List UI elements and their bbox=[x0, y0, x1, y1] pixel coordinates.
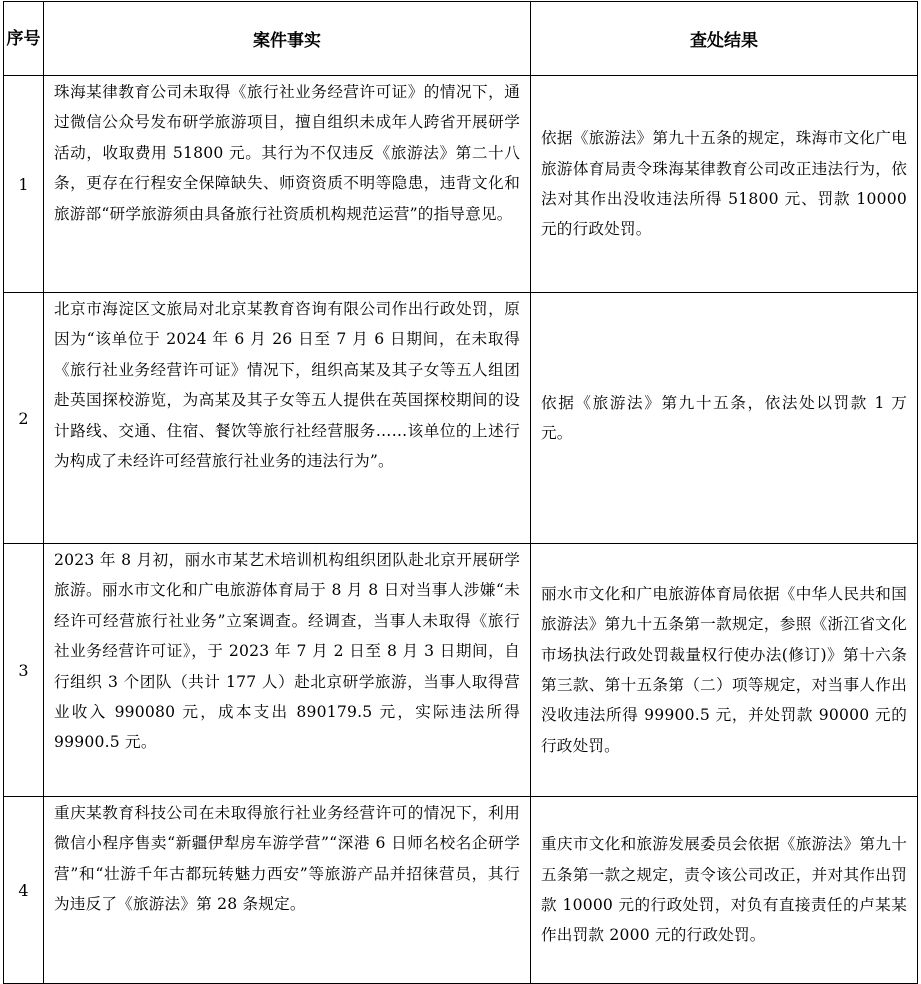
case-facts-cell: 重庆某教育科技公司在未取得旅行社业务经营许可的情况下，利用微信小程序售卖“新疆伊犁房车游学营”“深港 6 日师名校名企研学营”和“壮游千年古都玩转魅力西安”等旅游产品并招徕营员，其行为违反了《旅游法》第 28 条规定。 bbox=[44, 797, 531, 984]
case-result-cell: 重庆市文化和旅游发展委员会依据《旅游法》第九十五条第一款之规定，责令该公司改正，并对其作出罚款 10000 元的行政处罚，对负有直接责任的卢某某作出罚款 2000 元的行政处罚。 bbox=[531, 797, 918, 984]
case-result-cell: 依据《旅游法》第九十五条，依法处以罚款 1 万元。 bbox=[531, 293, 918, 544]
row-number: 1 bbox=[4, 76, 44, 293]
row-number: 2 bbox=[4, 293, 44, 544]
header-result: 查处结果 bbox=[531, 2, 918, 76]
table-row bbox=[4, 293, 918, 544]
case-facts-cell: 珠海某律教育公司未取得《旅行社业务经营许可证》的情况下，通过微信公众号发布研学旅游项目，擅自组织未成年人跨省开展研学活动，收取费用 51800 元。其行为不仅违反《旅游法》第二十八条，更存在行程安全保障缺失、师资资质不明等隐患，违背文化和旅游部“研学旅游须由具备旅行社资质机构规范运营”的指导意见。 bbox=[44, 76, 531, 293]
table-header-row bbox=[4, 2, 918, 76]
case-result-cell: 依据《旅游法》第九十五条的规定，珠海市文化广电旅游体育局责令珠海某律教育公司改正违法行为，依法对其作出没收违法所得 51800 元、罚款 10000 元的行政处罚。 bbox=[531, 76, 918, 293]
table-row bbox=[4, 797, 918, 984]
header-facts: 案件事实 bbox=[44, 2, 531, 76]
header-seq: 序号 bbox=[4, 2, 44, 76]
row-number: 4 bbox=[4, 797, 44, 984]
row-number: 3 bbox=[4, 544, 44, 797]
case-result-cell: 丽水市文化和广电旅游体育局依据《中华人民共和国旅游法》第九十五条第一款规定，参照《浙江省文化市场执法行政处罚裁量权行使办法(修订)》第十六条第三款、第十五条第（二）项等规定，对当事人作出没收违法所得 99900.5 元，并处罚款 90000 元的行政处罚。 bbox=[531, 544, 918, 797]
table-row bbox=[4, 544, 918, 797]
case-facts-cell: 北京市海淀区文旅局对北京某教育咨询有限公司作出行政处罚，原因为“该单位于 2024 年 6 月 26 日至 7 月 6 日期间，在未取得《旅行社业务经营许可证》情况下，组织高某及其子女等五人组团赴英国探校游览，为高某及其子女等五人提供在英国探校期间的设计路线、交通、住宿、餐饮等旅行社经营服务……该单位的上述行为构成了未经许可经营旅行社业务的违法行为”。 bbox=[44, 293, 531, 544]
table-row bbox=[4, 76, 918, 293]
case-facts-cell: 2023 年 8 月初，丽水市某艺术培训机构组织团队赴北京开展研学旅游。丽水市文化和广电旅游体育局于 8 月 8 日对当事人涉嫌“未经许可经营旅行社业务”立案调查。经调查，当事人未取得《旅行社业务经营许可证》，于 2023 年 7 月 2 日至 8 月 3 日期间，自行组织 3 个团队（共计 177 人）赴北京研学旅游，当事人取得营业收入 990080 元，成本支出 890179.5 元，实际违法所得 99900.5 元。 bbox=[44, 544, 531, 797]
case-table bbox=[3, 1, 918, 984]
